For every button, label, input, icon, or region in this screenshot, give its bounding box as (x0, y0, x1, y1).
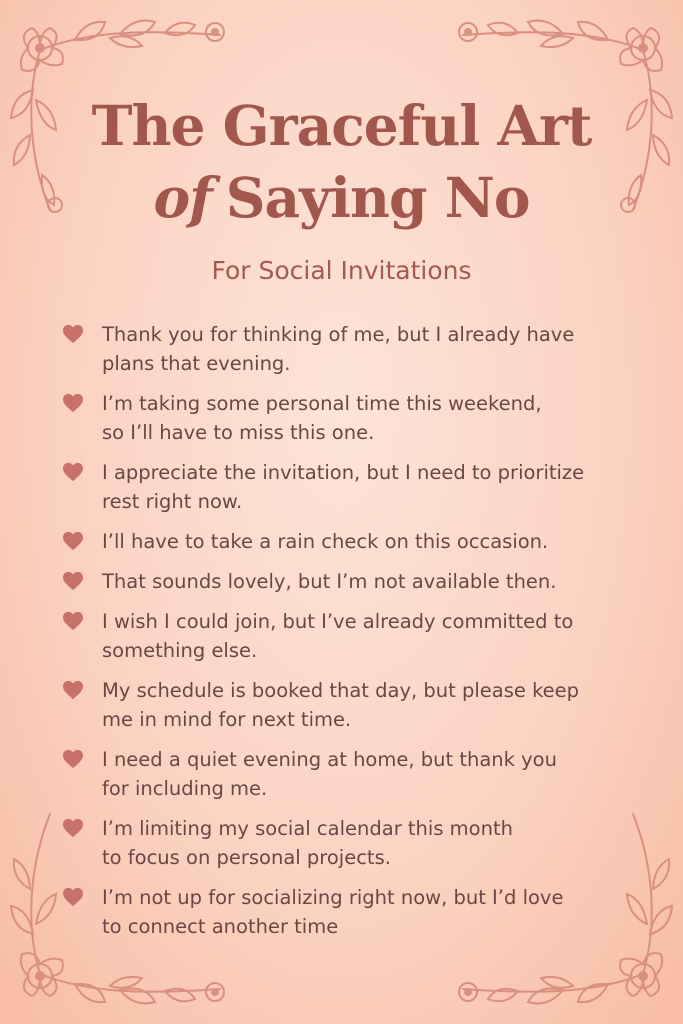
list-item (60, 676, 635, 734)
heart-icon (62, 531, 84, 551)
list-item-text: Thank you for thinking of me, but I already have (102, 323, 575, 346)
page-title: The Graceful Art (91, 93, 592, 158)
list-item (60, 389, 635, 447)
page-title-second-line (0, 166, 683, 230)
list-item-text: I need a quiet evening at home, but thank you (102, 748, 557, 771)
list-item-text: I appreciate the invitation, but I need to prioritize (102, 461, 585, 484)
heart-icon (62, 818, 84, 838)
heart-icon (62, 887, 84, 907)
heart-icon (62, 611, 84, 631)
list-item-text: I’m not up for socializing right now, but I’d love (102, 886, 564, 909)
title-of-word: of (153, 165, 212, 230)
subtitle: For Social Invitations (211, 256, 472, 285)
list-item (60, 320, 635, 378)
list-item-text-cont: so I’ll have to miss this one. (102, 421, 375, 444)
list-item (60, 458, 635, 516)
list-item-text: I’ll have to take a rain check on this occasion. (102, 530, 549, 553)
heart-icon (62, 749, 84, 769)
list-item (60, 567, 635, 596)
list-item-text: I’m limiting my social calendar this month (102, 817, 513, 840)
list-item-text-cont: to connect another time (102, 915, 339, 938)
list-item (60, 883, 635, 941)
list-item-text: I’m taking some personal time this weekend, (102, 392, 542, 415)
list-item (60, 527, 635, 556)
heart-icon (62, 393, 84, 413)
heart-icon (62, 680, 84, 700)
list-item-text-cont: something else. (102, 639, 258, 662)
list-item (60, 814, 635, 872)
list-item-text-cont: for including me. (102, 777, 268, 800)
list-item-text: I wish I could join, but I’ve already committed to (102, 610, 574, 633)
list-item-text: That sounds lovely, but I’m not available then. (102, 570, 557, 593)
heart-icon (62, 571, 84, 591)
heart-icon (62, 462, 84, 482)
list-item-text-cont: plans that evening. (102, 352, 291, 375)
heart-icon (62, 324, 84, 344)
title-saying-no: Saying No (225, 165, 530, 230)
list-item (60, 607, 635, 665)
list-item-text: My schedule is booked that day, but please keep (102, 679, 580, 702)
list-item (60, 745, 635, 803)
list-item-text-cont: me in mind for next time. (102, 708, 352, 731)
phrase-list (60, 320, 635, 941)
list-item-text-cont: rest right now. (102, 490, 243, 513)
list-item-text-cont: to focus on personal projects. (102, 846, 391, 869)
